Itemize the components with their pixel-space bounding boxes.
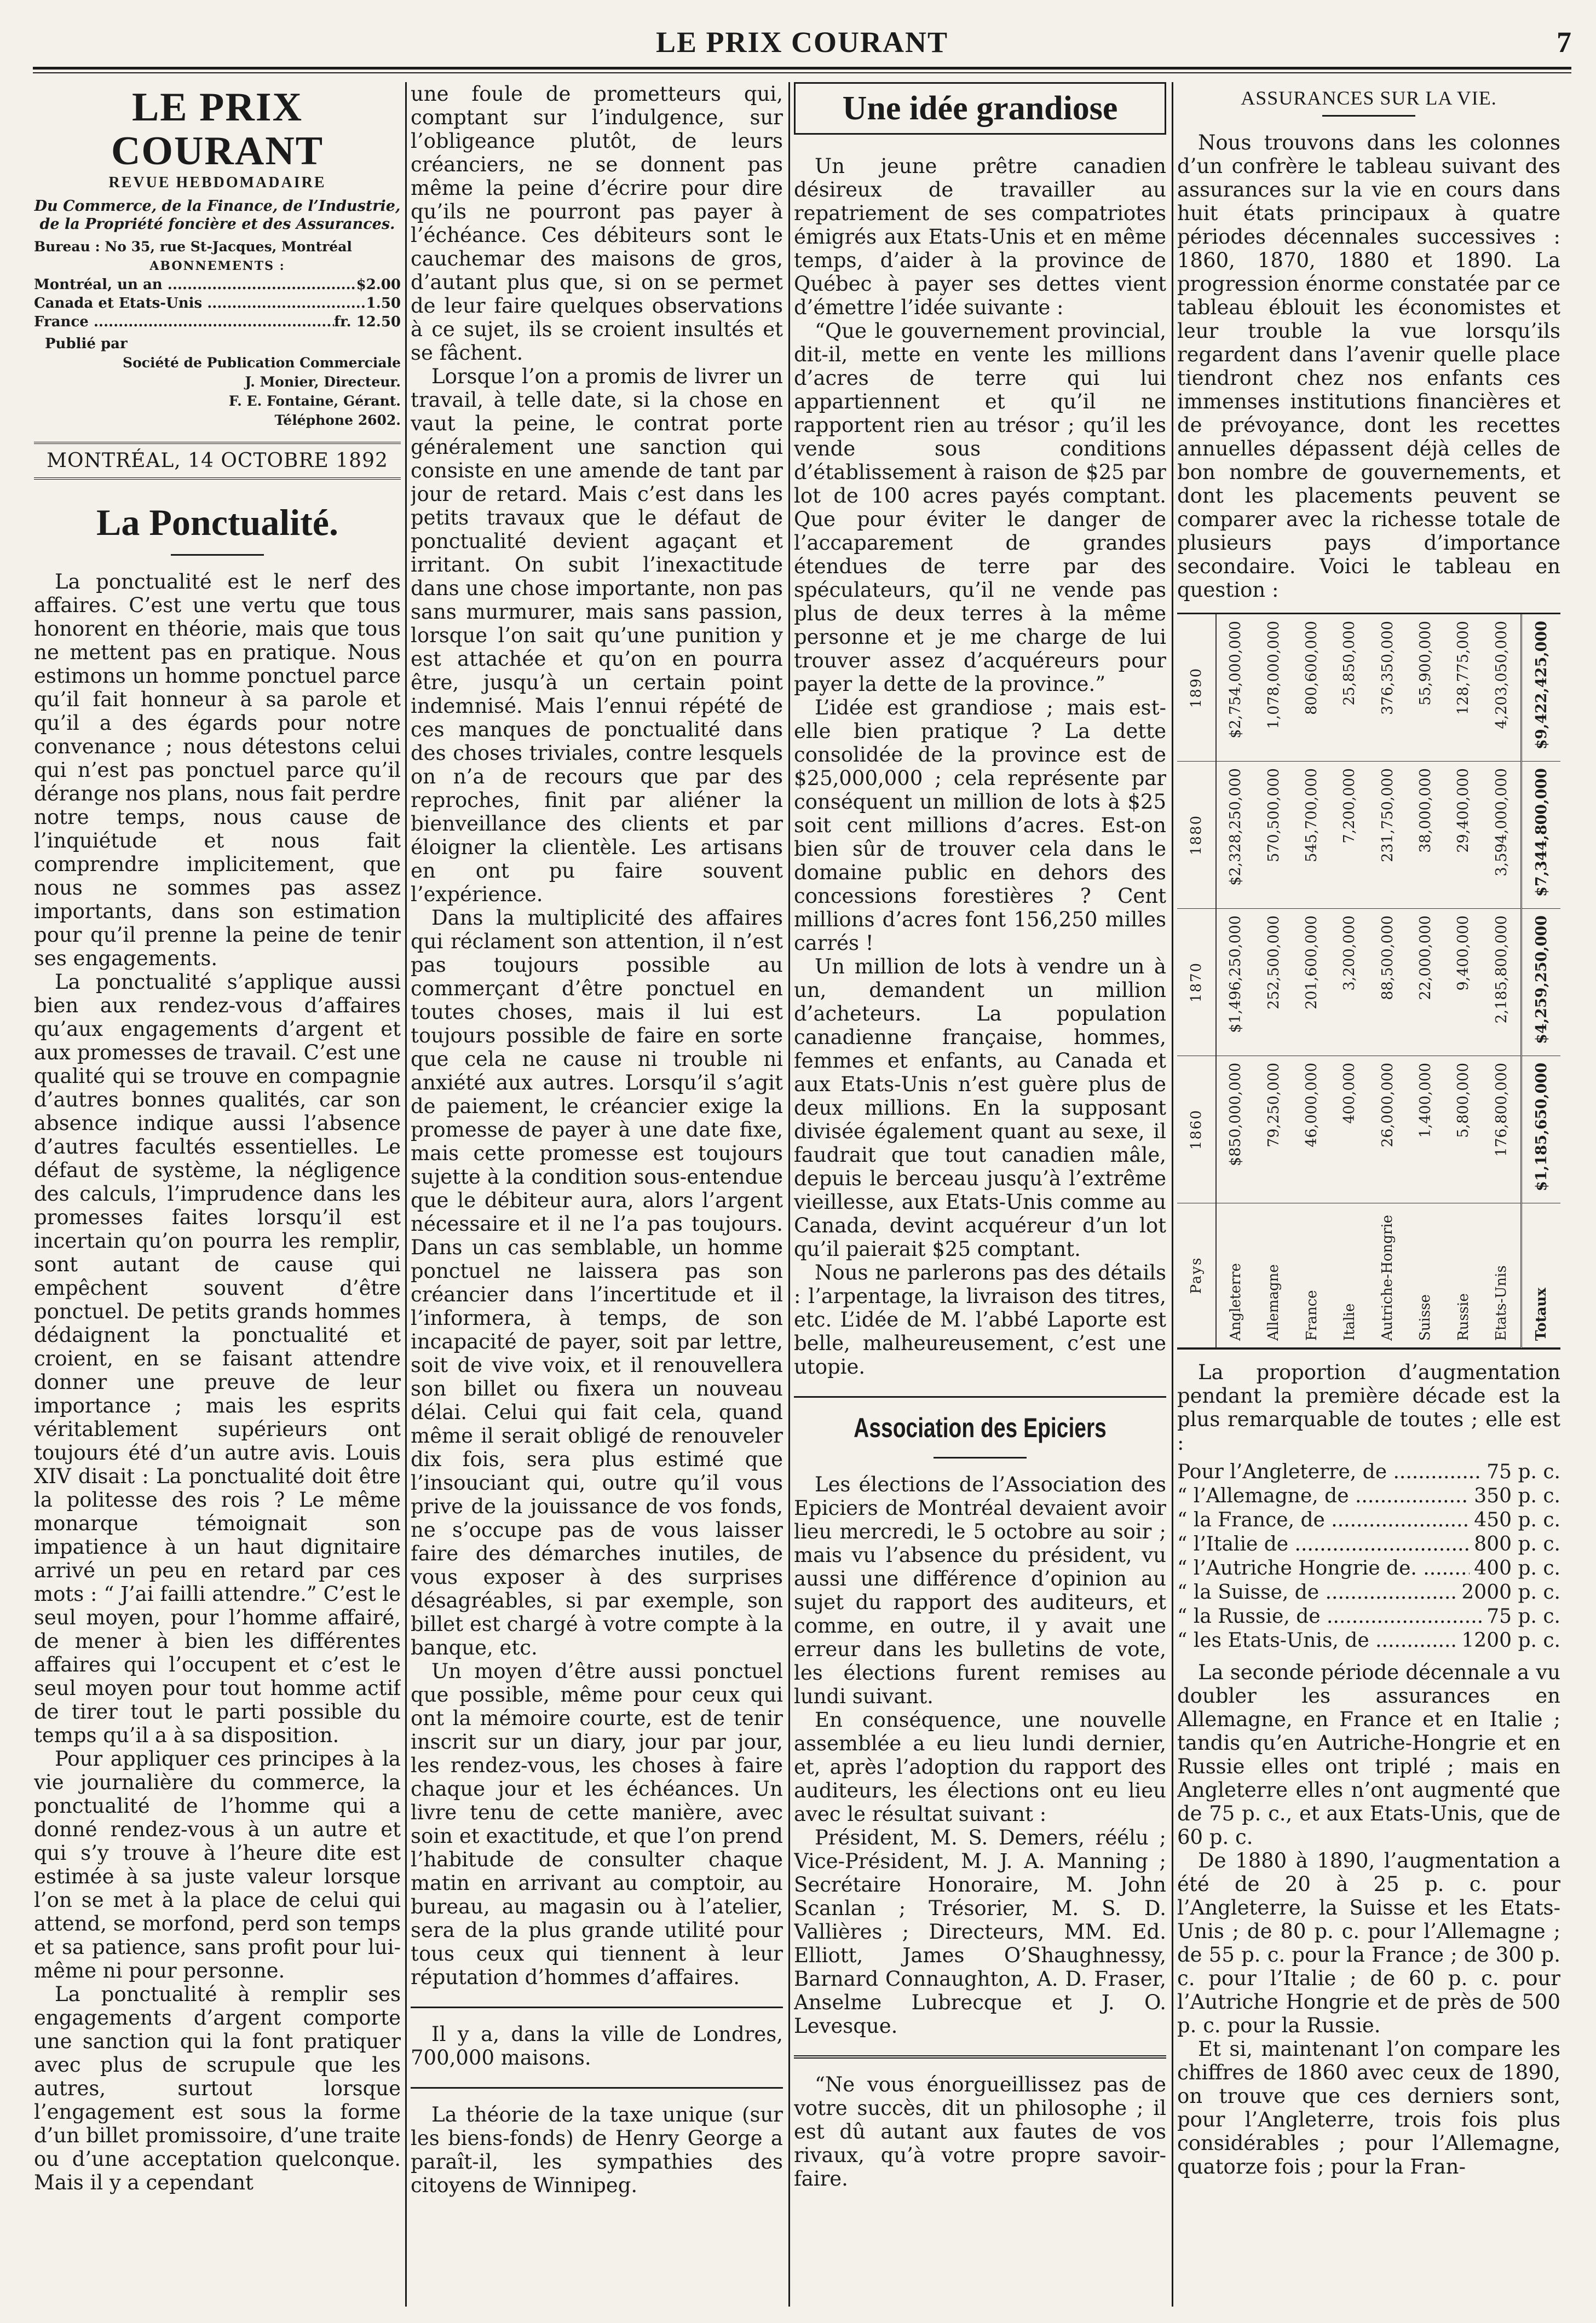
- table-cell-value: 1,078,000,000: [1255, 614, 1293, 762]
- section-rule: [411, 2087, 783, 2089]
- table-cell-country: Italie: [1330, 1203, 1368, 1347]
- assurances-title: ASSURANCES SUR LA VIE.: [1241, 87, 1497, 109]
- table-cell-country: Angleterre: [1216, 1203, 1255, 1347]
- table-cell-value: 4,203,050,000: [1482, 614, 1521, 762]
- article-paragraph: Pour appliquer ces principes à la vie journalière du commerce, la ponctualité de l’homme qui a donné rendez-vous à un autre et qui s’y trouve à l’heure dite est estimée à sa juste valeur lorsque l’on se met à la place de celui qui attend, se morfond, perd son temps et sa patience, sans profit pour lui-même ni pour personne.: [34, 1747, 401, 1982]
- table-cell-value: 29,400,000: [1444, 762, 1482, 909]
- table-cell-country: France: [1293, 1203, 1330, 1347]
- table-row: [1255, 614, 1293, 1348]
- table-cell-value: 25,850,000: [1330, 614, 1368, 762]
- table-cell-country: Russie: [1444, 1203, 1482, 1347]
- table-cell-country: Suisse: [1407, 1203, 1444, 1347]
- increase-value: 450 p. c.: [1474, 1509, 1560, 1531]
- table-total-label: Totaux: [1522, 1203, 1560, 1347]
- table-header-year: 1880: [1177, 762, 1216, 909]
- table-cell-value: $2,328,250,000: [1216, 762, 1255, 909]
- subscription-row: [34, 294, 401, 313]
- table-cell-value: 88,500,000: [1368, 909, 1406, 1056]
- masthead: [34, 85, 401, 430]
- table-row: [1407, 614, 1444, 1348]
- table-cell-value: 201,600,000: [1293, 909, 1330, 1056]
- phone: Téléphone 2602.: [274, 412, 401, 428]
- column-1: [34, 82, 401, 2307]
- increase-label: “ les Etats-Unis, de .....: [1177, 1629, 1457, 1653]
- page-number: 7: [1557, 26, 1571, 59]
- ponctualite-title: La Ponctualité.: [96, 502, 338, 543]
- title-rule: [1322, 115, 1415, 117]
- table-row: [1482, 614, 1521, 1348]
- idee-title: Une idée grandiose: [842, 90, 1118, 127]
- increase-row: [1177, 1484, 1560, 1508]
- table-cell-value: 22,000,000: [1407, 909, 1444, 1056]
- increase-row: [1177, 1532, 1560, 1557]
- header-rule-thin: [33, 72, 1571, 73]
- subscription-price: 1.50: [366, 295, 401, 312]
- subscription-label: Montréal, un an .....: [34, 275, 356, 294]
- table-header-row: [1177, 614, 1216, 1348]
- table-cell-value: 3,594,000,000: [1482, 762, 1521, 909]
- article-paragraph: Un jeune prêtre canadien désireux de travailler au repatriement de ses compatriotes émigrés aux Etats-Unis et en même temps, d’aider à la province de Québec à payer ses dettes vient d’émettre l’idée suivante :: [794, 154, 1166, 319]
- article-paragraph: De 1880 à 1890, l’augmentation a été de 20 à 25 p. c. pour l’Angleterre, la Suisse et les Etats-Unis ; de 80 p. c. pour l’Allemagne ; de 55 p. c. pour la France ; de 300 p. c. pour l’Italie ; de 60 p. c. pour l’Autriche Hongrie et de près de 500 p. c. pour la Russie.: [1177, 1849, 1560, 2037]
- article-paragraph: Nous trouvons dans les colonnes d’un confrère le tableau suivant des assurances sur la vie en cours dans huit états principaux à quatre périodes décennales successives : 1860, 1870, 1880 et 1890. La progression énorme constatée par ce tableau éblouit les économistes et leur trouble la vue lorsqu’ils regardent dans l’avenir quelle place tiendront chez nos enfants ces immenses institutions financières et de prévoyance, dont les recettes annuelles dépassent déjà celles de bon nombre de gouvernements, et dont les placements peuvent se comparer avec la richesse totale de plusieurs pays d’importance secondaire. Voici le tableau en question :: [1177, 131, 1560, 602]
- dateline-box: [34, 442, 401, 480]
- article-paragraph: En conséquence, une nouvelle assemblée a eu lieu lundi dernier, et, après l’adoption du rapport des auditeurs, les élections ont eu lieu avec le résultat suivant :: [794, 1708, 1166, 1826]
- increase-label: “ la Russie, de .....: [1177, 1605, 1482, 1629]
- table-cell-value: 79,250,000: [1255, 1056, 1293, 1203]
- manager: F. E. Fontaine, Gérant.: [228, 393, 401, 409]
- increase-value: 75 p. c.: [1486, 1605, 1560, 1628]
- table-cell-value: 570,500,000: [1255, 762, 1293, 909]
- increase-row: [1177, 1605, 1560, 1629]
- increase-value: 800 p. c.: [1474, 1533, 1560, 1555]
- table-row: [1444, 614, 1482, 1348]
- article-paragraph: Lorsque l’on a promis de livrer un travail, à telle date, si la chose en vaut la peine, le contrat porte généralement une sanction qui consiste en une amende de tant par jour de retard. Mais c’est dans les petits travaux que le défaut de ponctualité devient agaçant et irritant. On subit l’inexactitude dans une chose importante, non pas sans murmurer, mais sans passion, lorsque l’on sait qu’une punition y est attachée et qu’on en pourra être, jusqu’à un certain point indemnisé. Mais l’ennui répété de ces manques de ponctualité dans des choses triviales, contre lesquels on n’a de recours que par des reproches, finit par aliéner la bienveillance des clients et par éloigner la clientèle. Les artisans en ont pu faire souvent l’expérience.: [411, 365, 783, 906]
- table-row: [1330, 614, 1368, 1348]
- article-paragraph: Dans la multiplicité des affaires qui réclament son attention, il n’est pas toujours possible au commerçant d’être ponctuel en toutes choses, mais il lui est toujours possible de faire en sorte que cela ne cause ni trouble ni anxiété aux autres. Lorsqu’il s’agit de paiement, le créancier exige la promesse de payer à une date fixe, mais cette promesse est toujours sujette à la condition sous-entendue que le débiteur aura, alors l’argent nécessaire et il ne l’a pas toujours. Dans un cas semblable, un homme ponctuel ne laissera pas son créancier dans l’incertitude et il l’informera, à temps, de son incapacité de payer, soit par lettre, soit de vive voix, et il renouvellera son billet ou fixera un nouveau délai. Celui qui fait cela, quand même il serait obligé de renouveler dix fois, sera plus estimé que l’insouciant qui, outre qu’il vous prive de la jouissance de vos fonds, ne s’occupe pas de vous laisser faire des démarches inutiles, de vous exposer à des surprises désagréables, si par exemple, son billet est chargé à votre compte à la banque, etc.: [411, 906, 783, 1659]
- subscription-price: $2.00: [356, 276, 401, 293]
- table-cell-value: $1,496,250,000: [1216, 909, 1255, 1056]
- increase-value: 75 p. c.: [1486, 1461, 1560, 1483]
- increase-label: “ la France, de .....: [1177, 1508, 1470, 1532]
- subscription-row: [34, 313, 401, 331]
- table-cell-country: Autriche-Hongrie: [1368, 1203, 1406, 1347]
- table-cell-country: Allemagne: [1255, 1203, 1293, 1347]
- table-header-year: 1870: [1177, 909, 1216, 1056]
- table-cell-value: 46,000,000: [1293, 1056, 1330, 1203]
- table-cell-value: 55,900,000: [1407, 614, 1444, 762]
- subscriptions-label: ABONNEMENTS :: [149, 259, 285, 273]
- table-cell-value: 5,800,000: [1444, 1056, 1482, 1203]
- table-cell-value: 2,185,800,000: [1482, 909, 1521, 1056]
- brief-orgueil: “Ne vous énorgueillissez pas de votre succès, dit un philosophe ; il est dû autant aux fautes de vos rivaux, qu’à votre propre savoir-faire.: [794, 2073, 1166, 2191]
- table-cell-value: 231,750,000: [1368, 762, 1406, 909]
- brief-winnipeg: La théorie de la taxe unique (sur les biens-fonds) de Henry George a paraît-il, les sympathies des citoyens de Winnipeg.: [411, 2103, 783, 2197]
- table-total-value: $1,185,650,000: [1522, 1056, 1560, 1203]
- table-header-year: 1890: [1177, 614, 1216, 762]
- title-rule: [934, 1457, 1027, 1459]
- masthead-subtitle: REVUE HEBDOMADAIRE: [108, 174, 326, 191]
- article-paragraph: L’idée est grandiose ; mais est-elle bien pratique ? La dette consolidée de la province est de $25,000,000 ; cela représente par conséquent un million de lots à $25 soit cent millions d’acres. Est-on bien sûr de trouver cela dans le domaine public en dehors des concessions forestières ? Cent millions d’acres font 156,250 milles carrés !: [794, 696, 1166, 955]
- table-cell-value: 800,600,000: [1293, 614, 1330, 762]
- article-paragraph: “Que le gouvernement provincial, dit-il, mette en vente les millions d’acres de terre qui lui appartiennent et qu’il ne rapportent rien au trésor ; qu’il les vende sous conditions d’établissement à raison de $25 par lot de 100 acres payés comptant. Que pour éviter le danger de l’accaparement de grandes étendues de terre par des spéculateurs, qu’il ne vende pas plus de deux terres à la même personne et je me charge de lui trouver assez d’acquéreurs pour payer la dette de la province.”: [794, 319, 1166, 696]
- article-paragraph: Et si, maintenant l’on compare les chiffres de 1860 avec ceux de 1890, on trouve que ces derniers sont, pour l’Angleterre, trois fois plus considérables ; pour l’Allemagne, quatorze fois ; pour la Fran-: [1177, 2037, 1560, 2178]
- article-paragraph: Nous ne parlerons pas des détails : l’arpentage, la livraison des titres, etc. L’idée de M. l’abbé Laporte est belle, malheureusement, c’est une utopie.: [794, 1261, 1166, 1379]
- table-row: [1216, 614, 1255, 1348]
- table-row: [1368, 614, 1406, 1348]
- header-rule: [33, 67, 1571, 70]
- increase-value: 350 p. c.: [1474, 1485, 1560, 1507]
- subscription-label: France .....: [34, 313, 334, 331]
- brief-londres: Il y a, dans la ville de Londres, 700,000 maisons.: [411, 2022, 783, 2070]
- masthead-description: Du Commerce, de la Finance, de l’Industrie, de la Propriété foncière et des Assurances.: [34, 198, 401, 233]
- table-cell-value: 3,200,000: [1330, 909, 1368, 1056]
- increase-row: [1177, 1508, 1560, 1532]
- article-paragraph: Président, M. S. Demers, réélu ; Vice-Président, M. J. A. Manning ; Secrétaire Honoraire, M. John Scanlan ; Trésorier, M. S. D. Vallières ; Directeurs, MM. Ed. Elliott, James O’Shaughnessy, Barnard Connaughton, A. D. Fraser, Anselme Lubrecque et J. O. Levesque.: [794, 1826, 1166, 2038]
- column-rule-1: [405, 82, 407, 2307]
- column-3: [794, 82, 1166, 2307]
- dateline: MONTRÉAL, 14 OCTOBRE 1892: [47, 449, 388, 472]
- table-cell-value: 176,800,000: [1482, 1056, 1521, 1203]
- table-cell-value: 128,775,000: [1444, 614, 1482, 762]
- publisher: Société de Publication Commerciale: [123, 355, 401, 371]
- increase-list: [1177, 1460, 1560, 1653]
- running-header: [33, 22, 1571, 65]
- increase-label: “ l’Italie de .....: [1177, 1532, 1470, 1557]
- increase-label: Pour l’Angleterre, de .....: [1177, 1460, 1482, 1484]
- column-rule-2: [788, 82, 790, 2307]
- insurance-table: [1177, 614, 1560, 1348]
- table-header-country: Pays: [1177, 1203, 1216, 1347]
- increase-value: 1200 p. c.: [1461, 1629, 1560, 1652]
- table-cell-country: Etats-Unis: [1482, 1203, 1521, 1347]
- masthead-title: LE PRIX COURANT: [111, 85, 324, 174]
- table-header-year: 1860: [1177, 1056, 1216, 1203]
- article-paragraph: La proportion d’augmentation pendant la première décade est la plus remarquable de toutes ; elle est :: [1177, 1361, 1560, 1455]
- increase-label: “ l’Autriche Hongrie de. .....: [1177, 1557, 1470, 1581]
- table-total-value: $4,259,250,000: [1522, 909, 1560, 1056]
- increase-value: 2000 p. c.: [1461, 1581, 1560, 1604]
- title-rule: [171, 554, 264, 556]
- article-paragraph: Un million de lots à vendre un à un, demandent un million d’acheteurs. La population canadienne française, hommes, femmes et enfants, au Canada et aux Etats-Unis n’est guère plus de deux millions. En la supposant divisée également quant au sexe, il faudrait que tout canadien mâle, depuis le berceau jusqu’à l’extrême vieillesse, aux Etats-Unis comme au Canada, devint acquéreur d’un lot qu’il paierait $25 comptant.: [794, 955, 1166, 1261]
- table-total-value: $9,422,425,000: [1522, 614, 1560, 762]
- table-total-value: $7,344,800,000: [1522, 762, 1560, 909]
- article-paragraph: Un moyen d’être aussi ponctuel que possible, même pour ceux qui ont la mémoire courte, est de tenir inscrit sur un diary, jour par jour, les rendez-vous, les choses à faire chaque jour et les échéances. Un livre tenu de cette manière, avec soin et exactitude, et que l’on prend l’habitude de consulter chaque matin en arrivant au comptoir, au bureau, au magasin ou à l’atelier, sera de la plus grande utilité pour tous ceux qui tiennent à leur réputation d’hommes d’affaires.: [411, 1659, 783, 1989]
- table-cell-value: 38,000,000: [1407, 762, 1444, 909]
- table-cell-value: 9,400,000: [1444, 909, 1482, 1056]
- article-paragraph: La ponctualité à remplir ses engagements d’argent comporte une sanction qui la font pratiquer avec plus de scrupule que les autres, surtout lorsque l’engagement est sous la forme d’un billet promissoire, d’une traite ou d’une acceptation quelconque. Mais il y a cependant: [34, 1982, 401, 2194]
- column-2: [411, 82, 783, 2307]
- masthead-bureau: Bureau : No 35, rue St-Jacques, Montréal: [34, 239, 352, 255]
- subscription-price: fr. 12.50: [333, 314, 401, 330]
- table-body: [1216, 614, 1560, 1348]
- section-rule: [411, 2007, 783, 2008]
- table-cell-value: 400,000: [1330, 1056, 1368, 1203]
- column-4: [1177, 82, 1560, 2307]
- table-cell-value: $2,754,000,000: [1216, 614, 1255, 762]
- increase-row: [1177, 1557, 1560, 1581]
- article-paragraph: La ponctualité est le nerf des affaires. C’est une vertu que tous honorent en théorie, mais que tous ne mettent pas en pratique. Nous estimons un homme ponctuel parce qu’il fait honneur à sa parole et qu’il a des égards pour notre convenance ; nous détestons celui qui n’est pas ponctuel parce qu’il dérange nos plans, nous fait perdre notre temps, nous cause de l’inquiétude et nous fait comprendre implicitement, que nous ne sommes pas assez importants, dans son estimation pour qu’il prenne la peine de tenir ses engagements.: [34, 570, 401, 970]
- table-row: [1293, 614, 1330, 1348]
- increase-value: 400 p. c.: [1474, 1557, 1560, 1580]
- table-cell-value: $850,000,000: [1216, 1056, 1255, 1203]
- article-paragraph: La ponctualité s’applique aussi bien aux rendez-vous d’affaires qu’aux engagements d’argent et aux promesses de travail. C’est une qualité qui se trouve en compagnie d’autres bonnes qualités, car son absence indique aussi l’absence d’autres facultés essentielles. Le défaut de système, la négligence des calculs, l’imprudence dans les promesses faites lorsqu’il est incertain qu’on pourra les remplir, sont autant de cause qui empêchent souvent d’être ponctuel. De petits grands hommes dédaignent la ponctualité et croient, en se faisant attendre donner une preuve de leur importance ; mais les esprits véritablement supérieurs ont toujours été d’un autre avis. Louis XIV disait : La ponctualité doit être la politesse des rois ? Le même monarque témoignait son impatience à un haut dignitaire arrivé un peu en retard par ces mots : “ J’ai failli attendre.” C’est le seul moyen, pour l’homme affairé, de mener à bien les différentes affaires qui l’occupent et c’est le seul moyen pour tout homme actif de tirer tout le parti possible du temps qu’il a à sa disposition.: [34, 970, 401, 1747]
- article-paragraph: La seconde période décennale a vu doubler les assurances en Allemagne, en France et en Italie ; tandis qu’en Autriche-Hongrie et en Russie elles ont triplé ; mais en Angleterre elles n’ont augmenté que de 75 p. c., et aux Etats-Unis, que de 60 p. c.: [1177, 1661, 1560, 1849]
- director: J. Monier, Directeur.: [245, 374, 401, 390]
- table-total-row: [1522, 614, 1560, 1348]
- subscription-row: [34, 275, 401, 294]
- table-cell-value: 252,500,000: [1255, 909, 1293, 1056]
- table-cell-value: 7,200,000: [1330, 762, 1368, 909]
- article-paragraph: Les élections de l’Association des Epiciers de Montréal devaient avoir lieu mercredi, le 5 octobre au soir ; mais vu l’absence du président, vu aussi une différence d’opinion au sujet du rapport des auditeurs, et comme, en outre, il y avait une erreur dans les bulletins de vote, les élections furent remises au lundi suivant.: [794, 1473, 1166, 1708]
- table-cell-value: 26,000,000: [1368, 1056, 1406, 1203]
- running-title: LE PRIX COURANT: [655, 26, 949, 59]
- idee-title-box: [794, 82, 1166, 135]
- epiciers-title: Association des Epiciers: [854, 1413, 1107, 1443]
- increase-row: [1177, 1460, 1560, 1484]
- column-rule-3: [1172, 82, 1173, 2307]
- increase-label: “ la Suisse, de .....: [1177, 1581, 1457, 1605]
- increase-label: “ l’Allemagne, de .....: [1177, 1484, 1470, 1508]
- subscription-label: Canada et Etats-Unis .....: [34, 294, 366, 313]
- section-rule: [794, 2055, 1166, 2059]
- table-cell-value: 545,700,000: [1293, 762, 1330, 909]
- article-paragraph: une foule de prometteurs qui, comptant sur l’indulgence, sur l’obligeance plutôt, de leurs créanciers, ne se donnent pas même la peine d’écrire pour dire qu’ils ne pourront pas payer à l’échéance. Ces débiteurs sont le cauchemar des maisons de gros, d’autant plus que, si on se permet de leur faire quelques observations à ce sujet, ils se croient insultés et se fâchent.: [411, 82, 783, 365]
- table-cell-value: 376,350,000: [1368, 614, 1406, 762]
- increase-row: [1177, 1629, 1560, 1653]
- insurance-table-frame: [1177, 613, 1560, 1350]
- table-cell-value: 1,400,000: [1407, 1056, 1444, 1203]
- insurance-table-rotated: [1177, 614, 1560, 1348]
- published-by: Publié par: [45, 336, 128, 352]
- increase-row: [1177, 1581, 1560, 1605]
- section-rule: [794, 1396, 1166, 1398]
